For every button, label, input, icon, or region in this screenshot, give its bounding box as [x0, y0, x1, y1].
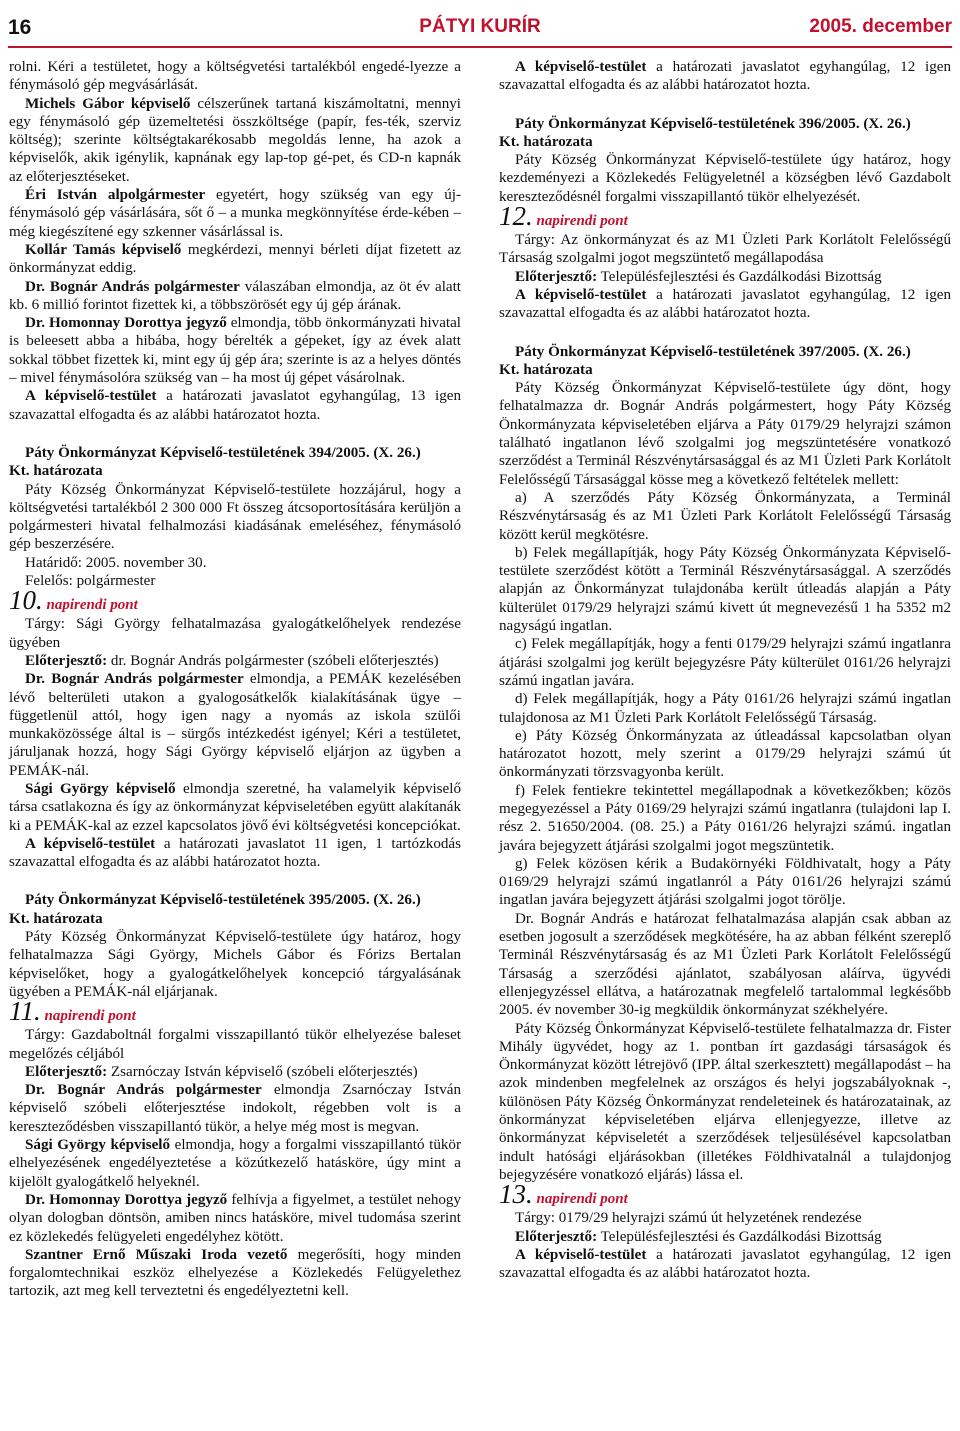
paragraph: [9, 387, 461, 424]
speaker: Dr. Bognár András polgármester: [25, 278, 240, 295]
agenda-number: 11.: [9, 996, 41, 1027]
paragraph-text: célszerűnek tartaná kiszámoltatni, mennyi egy fénymásoló gép üzemeltetési összköltsége (papír, fes-ték, szerviz költség); szerinte költségtakarékosabb megoldás lenne, ha azok a képviselők, akik igénylik, kapnának egy lap-top gé-pet, és CD-n kapnák az előterjesztéseket.: [9, 95, 461, 185]
subject: Tárgy: Sági György felhatalmazása gyalogátkelőhelyek rendezése ügyében: [9, 616, 461, 651]
deadline: Határidő: 2005. november 30.: [25, 554, 207, 571]
paragraph: [9, 1191, 461, 1246]
paragraph-text: dr. Bognár András polgármester (szóbeli előterjesztés): [107, 652, 439, 669]
speaker: Éri István alpolgármester: [25, 187, 206, 204]
speaker: A képviselő-testület: [515, 59, 647, 75]
clause: b) Felek megállapítják, hogy Páty Község Önkormányzata Képviselő-testülete szerződést kötött a Terminál Részvénytársasággal. A szerződés alapján az Önkormányzat tulajdonába került útleadás alapján a Páty külterület 0179/29 helyrajzi számú kivett út megnevezésű 1 ha 5352 m2 nagyságú ingatlan.: [499, 544, 951, 635]
resolution-heading: Páty Önkormányzat Képviselő-testületének 395/2005. (X. 26.): [25, 892, 421, 909]
resolution-heading: Páty Önkormányzat Képviselő-testületének 397/2005. (X. 26.): [515, 343, 911, 360]
agenda-item-heading: [499, 1179, 951, 1210]
agenda-number: 12.: [499, 201, 533, 232]
page-header: [8, 10, 952, 48]
paragraph-text: felhívja a figyelmet, a testület nehogy olyan dologban döntsön, amiben nincs hatásköre, mivel tudomása szerint ez közlekedés felügyeleti engedélyhez kötött.: [9, 1191, 462, 1245]
resolution-subheading: Kt. határozata: [9, 463, 103, 480]
agenda-label: napirendi pont: [536, 213, 628, 230]
speaker: Dr. Bognár András polgármester: [25, 1082, 262, 1099]
speaker: Dr. Bognár András polgármester: [25, 671, 244, 688]
paragraph: [499, 1246, 951, 1283]
paragraph: Páty Község Önkormányzat Képviselő-testülete felhatalmazza dr. Fister Mihály ügyvédet, hogy az 1. pontban írt gazdasági társaságok és Önkormányzat között létrejövő (IPP. által szerkesztett) megállapodást – ha azok mindenben megfelelnek az országos és helyi jogszabályoknak -, különösen Páty Község Önkormányzat rendeleteinek és határozatainak, az önkormányzat képviseletében eljárva ellenjegyezze, illetve az önkormányzat képviseletét a szerződések teljesülésével kapcsolatban indult hatósági eljárásokban (illetékes Földhivatalnál a tulajdonjog bejegyzésére vonatkozó eljárás) lássa el.: [499, 1020, 951, 1183]
paragraph-text: elmondja, a PEMÁK kezelésében lévő belterületi utakon a gyalogosátkelők kialakításának ügye – függetlenül attól, hogy igen nagy a nyomás az iskola szülői munkaközössége által is – sürgős intézkedést igényel; Kéri a testületet, járuljanak hozzá, hogy Sági György képviselő eljárjon az ügyben a PEMÁK-nál.: [9, 671, 461, 779]
speaker: Szantner Ernő Műszaki Iroda vezető: [25, 1246, 288, 1263]
resolution-subheading: Kt. határozata: [9, 910, 103, 927]
subject: Tárgy: Az önkormányzat és az M1 Üzleti Park Korlátolt Felelősségű Társaság szolgalmi jogot megszüntető megállapodása: [499, 232, 951, 267]
paragraph: Páty Község Önkormányzat Képviselő-testülete úgy határoz, hogy felhatalmazza Sági György, Michels Gábor és Fórizs Bertalan képviselőket, hogy a gyalogátkelőhelyek koncepció tárgyalásának ügyében a PEMÁK-nál eljárjanak.: [9, 929, 461, 1000]
paragraph-text: a határozati javaslatot egyhangúlag, 13 igen szavazattal elfogadta és az alábbi határozatot hozta.: [9, 388, 461, 423]
presenter: [499, 268, 951, 286]
paragraph: [9, 95, 461, 186]
speaker: A képviselő-testület: [25, 388, 157, 405]
speaker: Sági György képviselő: [25, 1137, 171, 1154]
clause: f) Felek fentiekre tekintettel megállapodnak a következőkben; közös megegyezéssel a Páty 0169/29 helyrajzi számú ingatlanra (tulajdoni lap I. rész 2. 51650/2004. (08. 25.) a Páty 0161/26 helyrajzi számú. ingatlan javára bejegyzett átjárási szolgalmi jogot megszüntetik.: [499, 782, 951, 854]
speaker: A képviselő-testület: [515, 286, 647, 303]
agenda-label: napirendi pont: [46, 597, 138, 614]
right-column: [499, 58, 951, 1282]
page-number: 16: [8, 16, 32, 39]
paragraph: [9, 670, 461, 780]
speaker: Kollár Tamás képviselő: [25, 241, 182, 258]
paragraph-text: a határozati javaslatot egyhangúlag, 12 igen szavazattal elfogadta és az alábbi határozatot hozta.: [499, 286, 951, 322]
paragraph: rolni. Kéri a testületet, hogy a költségvetési tartalékból engedé-lyezze a fénymásoló gép megvásárlását.: [9, 59, 461, 94]
paragraph-text: elmondja, hogy a forgalmi visszapillantó tükör elhelyezésének engedélyeztetése a közútkezelő hatásköre, úgy mint a kijelölt gyalogátkelő helyeknél.: [9, 1137, 461, 1190]
presenter-label: Előterjesztő:: [515, 1228, 598, 1245]
clause: g) Felek közösen kérik a Budakörnyéki Földhivatalt, hogy a Páty 0169/29 helyrajzi számú ingatlanról a Páty 0161/26 helyrajzi számú ingatlan javára bejegyzett átjárási szolgalmi jogot törölje.: [499, 855, 951, 909]
issue-date: 2005. december: [809, 16, 952, 37]
clause: c) Felek megállapítják, hogy a fenti 0179/29 helyrajzi számú ingatlanra átjárási szolgalmi jog került bejegyzésre Páty külterület 0161/26 helyrajzi számú ingatlan javára.: [499, 636, 951, 689]
paragraph: [9, 1246, 461, 1301]
paragraph-text: Zsarnóczay István képviselő (szóbeli előterjesztés): [107, 1063, 418, 1080]
clause: d) Felek megállapítják, hogy a Páty 0161/26 helyrajzi számú ingatlan tulajdonosa az M1 Üzleti Park Korlátolt Felelősségű Társaság.: [499, 691, 951, 726]
clause: a) A szerződés Páty Község Önkormányzata, a Terminál Részvénytársaság és az M1 Üzleti Park Korlátolt Felelősségű Társaság között kerül megkötésre.: [499, 489, 951, 543]
paragraph-text: válaszában elmondja, az öt év alatt kb. 6 millió forintot fizettek ki, a többszörösét egy új gép árának.: [9, 278, 461, 313]
paragraph-text: elmondja szeretné, ha valamelyik képviselő társa csatlakozna és így az önkormányzat képviseletében együtt alakítanák ki a PEMÁK-kal az ezzel kapcsolatos jövő évi költségvetési koncepciókat.: [9, 780, 461, 834]
subject: Tárgy: Gazdaboltnál forgalmi visszapillantó tükör elhelyezése baleset megelőzés céljából: [9, 1027, 461, 1062]
paragraph-text: Településfejlesztési és Gazdálkodási Bizottság: [597, 1228, 882, 1245]
speaker: Dr. Homonnay Dorottya jegyző: [25, 1191, 228, 1208]
speaker: Sági György képviselő: [25, 780, 176, 797]
paragraph: [9, 278, 461, 315]
agenda-item-heading: [499, 201, 951, 232]
resolution-heading: Páty Önkormányzat Képviselő-testületének 396/2005. (X. 26.): [515, 115, 911, 132]
presenter: [9, 652, 461, 670]
resolution-subheading: Kt. határozata: [499, 361, 593, 378]
speaker: Dr. Homonnay Dorottya jegyző: [25, 315, 227, 332]
agenda-number: 10.: [9, 585, 43, 616]
paragraph-text: Településfejlesztési és Gazdálkodási Bizottság: [597, 268, 882, 285]
presenter-label: Előterjesztő:: [25, 1063, 108, 1080]
responsible: Felelős: polgármester: [25, 573, 156, 590]
paragraph-text: a határozati javaslatot egyhangúlag, 12 igen szavazattal elfogadta és az alábbi határozatot hozta.: [499, 59, 951, 94]
speaker: A képviselő-testület: [25, 835, 156, 852]
paragraph-text: a határozati javaslatot egyhangúlag, 12 igen szavazattal elfogadta és az alábbi határozatot hozta.: [499, 1246, 951, 1282]
resolution-heading: Páty Önkormányzat Képviselő-testületének 394/2005. (X. 26.): [25, 444, 421, 461]
presenter-label: Előterjesztő:: [25, 652, 108, 669]
speaker: Michels Gábor képviselő: [25, 95, 191, 112]
publication-title: PÁTYI KURÍR: [419, 16, 541, 37]
paragraph: [9, 1081, 461, 1136]
paragraph: Páty Község Önkormányzat Képviselő-testülete úgy határoz, hogy kezdeményezi a Közlekedés Felügyeletnél a községben lévő Gazdabolt kereszteződésnél forgalmi visszapillantó tükör elhelyezését.: [499, 152, 951, 205]
presenter: [499, 1228, 951, 1246]
clause: e) Páty Község Önkormányzata az útleadással kapcsolatban olyan határozatot hozott, mely szerint a 0179/29 helyrajzi számú út önkormányzati törzsvagyonba került.: [499, 727, 951, 781]
left-column: [9, 58, 461, 1301]
presenter-label: Előterjesztő:: [515, 268, 598, 285]
paragraph-text: megerősíti, hogy minden forgalomtechnikai eszköz elhelyezése a Közlekedés Felügyelethez tartozik, azt meg kell terveztetni és engedélyeztetni kell.: [9, 1246, 461, 1300]
paragraph: [9, 241, 461, 278]
agenda-label: napirendi pont: [44, 1008, 136, 1025]
agenda-item-heading: [9, 996, 461, 1027]
paragraph-text: a határozati javaslatot 11 igen, 1 tartózkodás szavazattal elfogadta és az alábbi határozatot hozta.: [9, 835, 461, 871]
paragraph-text: egyetért, hogy szükség van egy új-fénymásoló gép vásárlására, sőt ő – a munka megkönnyítése érde-kében – még kiegészítené egy szkenner vásárlással is.: [9, 187, 461, 240]
paragraph: [9, 780, 461, 835]
agenda-number: 13.: [499, 1179, 533, 1210]
speaker: A képviselő-testület: [515, 1246, 647, 1263]
paragraph: Páty Község Önkormányzat Képviselő-testülete hozzájárul, hogy a költségvetési tartalékból 2 300 000 Ft összeg átcsoportosítására kerüljön a polgármesteri hivatal felhalmozási kiadásának emeléséhez, fénymásoló gép beszerzésére.: [9, 481, 461, 553]
paragraph: [499, 286, 951, 323]
paragraph: Páty Község Önkormányzat Képviselő-testülete úgy dönt, hogy felhatalmazza dr. Bognár András polgármestert, hogy Páty Község Önkormányzata képviseletében eljárva a Páty 0179/29 helyrajzi számon található ingatlanon lévő szolgalmi jog megszüntetésére vonatkozó szerződést a Terminál Részvénytársasággal és az M1 Üzleti Park Korlátolt Felelősségű Társasággal kösse meg a következő feltételek mellett:: [499, 380, 951, 488]
agenda-item-heading: [9, 585, 461, 616]
resolution-subheading: Kt. határozata: [499, 133, 593, 150]
paragraph: [9, 1136, 461, 1191]
paragraph-text: megkérdezi, mennyi bérleti díjat fizetett az önkormányzat eddig.: [9, 241, 462, 277]
presenter: [9, 1063, 461, 1081]
paragraph: [9, 186, 461, 241]
agenda-label: napirendi pont: [536, 1191, 628, 1208]
paragraph: Dr. Bognár András e határozat felhatalmazása alapján csak abban az esetben jogosult a szerződések megkötésére, ha az abban félként szereplő Terminál Részvénytársaság és az M1 Üzleti Park Korlátolt Felelősségű Társaság a szerződési ajánlatot, szabályosan aláírva, ügyvédi ellenjegyzéssel ellátva, a határozatnak megfelelő tartalommal legkésőbb 2005. év november 30-ig megküldik önkormányzat székhelyére.: [499, 910, 951, 1019]
subject: Tárgy: 0179/29 helyrajzi számú út helyzetének rendezése: [515, 1210, 862, 1227]
paragraph-text: elmondja, több önkormányzati hivatal is beleesett abba a hibába, hogy bérelték a gépeket, így az évek alatt sokkal többet fizettek ki, mint egy új gép ára; szerinte is az a helyes döntés – mivel fénymásolóra szükség van – ha most új gépet vásárolnak.: [9, 315, 461, 387]
paragraph: [499, 58, 951, 95]
paragraph-text: elmondja Zsarnóczay István képviselő szóbeli előterjesztése indokolt, régebben volt is a kereszteződésben visszapillantó tükör, a helye még most is megvan.: [9, 1082, 461, 1135]
paragraph: [9, 835, 461, 872]
paragraph: [9, 314, 461, 387]
